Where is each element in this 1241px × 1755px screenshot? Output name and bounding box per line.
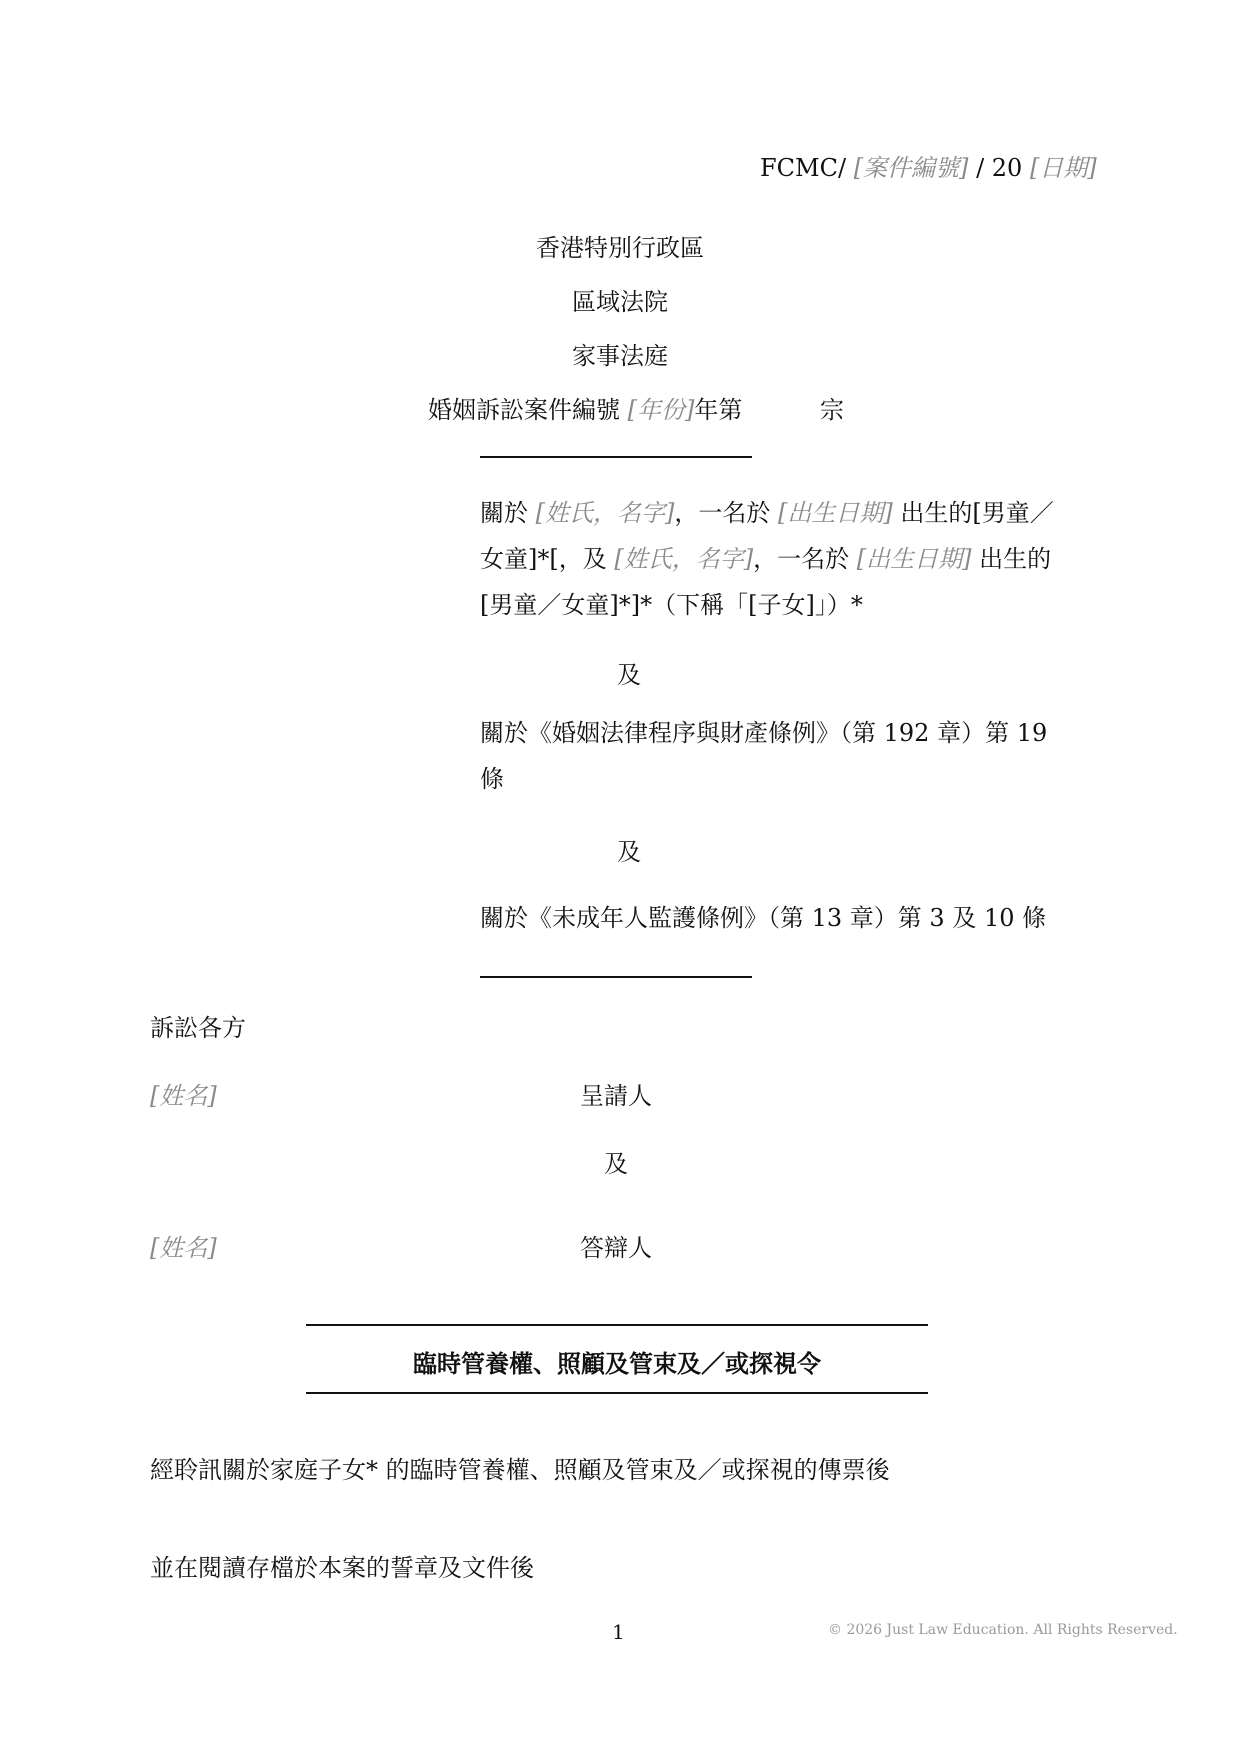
- case-line-mid: 年第: [694, 396, 743, 424]
- copyright-notice: © 2026 Just Law Education. All Rights Reserved.: [828, 1622, 1178, 1638]
- child1-name-placeholder: [姓氏，名字]: [535, 499, 675, 527]
- child2-dob-placeholder: [出生日期]: [856, 545, 972, 573]
- matter-text: 女童]*[，及: [480, 545, 607, 573]
- page-number: 1: [612, 1620, 625, 1644]
- respondent-name-placeholder: [姓名]: [150, 1234, 217, 1262]
- divider-matter-end: [480, 976, 752, 978]
- case-number-placeholder: [案件編號]: [853, 154, 969, 182]
- case-line-prefix: 婚姻訴訟案件編號: [428, 396, 620, 424]
- matter-text: ，一名於: [674, 499, 771, 527]
- court-region: 香港特別行政區: [536, 234, 704, 262]
- case-number-line: [428, 390, 844, 425]
- and-connector-1: 及: [617, 661, 641, 689]
- statute-1-line-2: 條: [480, 765, 504, 793]
- court-name: 區域法院: [572, 288, 668, 316]
- matter-text: 關於: [480, 499, 528, 527]
- order-title: 臨時管養權、照顧及管束及／或探視令: [413, 1349, 821, 1378]
- order-paragraph-1: 經聆訊關於家庭子女* 的臨時管養權、照顧及管束及／或探視的傳票後: [150, 1456, 890, 1484]
- parties-heading: 訴訟各方: [150, 1014, 246, 1042]
- petitioner-name-placeholder: [姓名]: [150, 1082, 217, 1110]
- matter-text: 出生的[男童／: [900, 499, 1054, 527]
- matter-line-3: [男童／女童]*]*（下稱「[子女]」）*: [480, 591, 863, 619]
- parties-and: 及: [604, 1150, 628, 1178]
- case-prefix: FCMC/: [760, 154, 847, 182]
- petitioner-role: 呈請人: [580, 1082, 652, 1110]
- year-placeholder: [年份]: [627, 396, 695, 424]
- matter-line-2: [480, 536, 1054, 582]
- case-reference: [760, 148, 1097, 183]
- matter-text: 出生的: [979, 545, 1052, 573]
- case-mid: / 20: [976, 154, 1023, 182]
- child2-name-placeholder: [姓氏，名字]: [614, 545, 754, 573]
- order-paragraph-2: 並在閱讀存檔於本案的誓章及文件後: [150, 1554, 534, 1582]
- matter-block: [480, 490, 1054, 628]
- statute-1: [480, 710, 1047, 802]
- court-division: 家事法庭: [572, 342, 668, 370]
- statute-1-line-1: 關於《婚姻法律程序與財產條例》（第 192 章）第 19: [480, 719, 1048, 747]
- and-connector-2: 及: [617, 838, 641, 866]
- matter-line-1: [480, 490, 1054, 536]
- divider-top: [480, 456, 752, 458]
- matter-text: ，一名於: [753, 545, 850, 573]
- statute-2: 關於《未成年人監護條例》（第 13 章）第 3 及 10 條: [480, 904, 1047, 932]
- case-line-suffix: 宗: [820, 396, 845, 424]
- date-placeholder: [日期]: [1029, 154, 1097, 182]
- respondent-role: 答辯人: [580, 1234, 652, 1262]
- title-rule-top: [306, 1324, 928, 1326]
- title-rule-bottom: [306, 1392, 928, 1394]
- child1-dob-placeholder: [出生日期]: [778, 499, 893, 527]
